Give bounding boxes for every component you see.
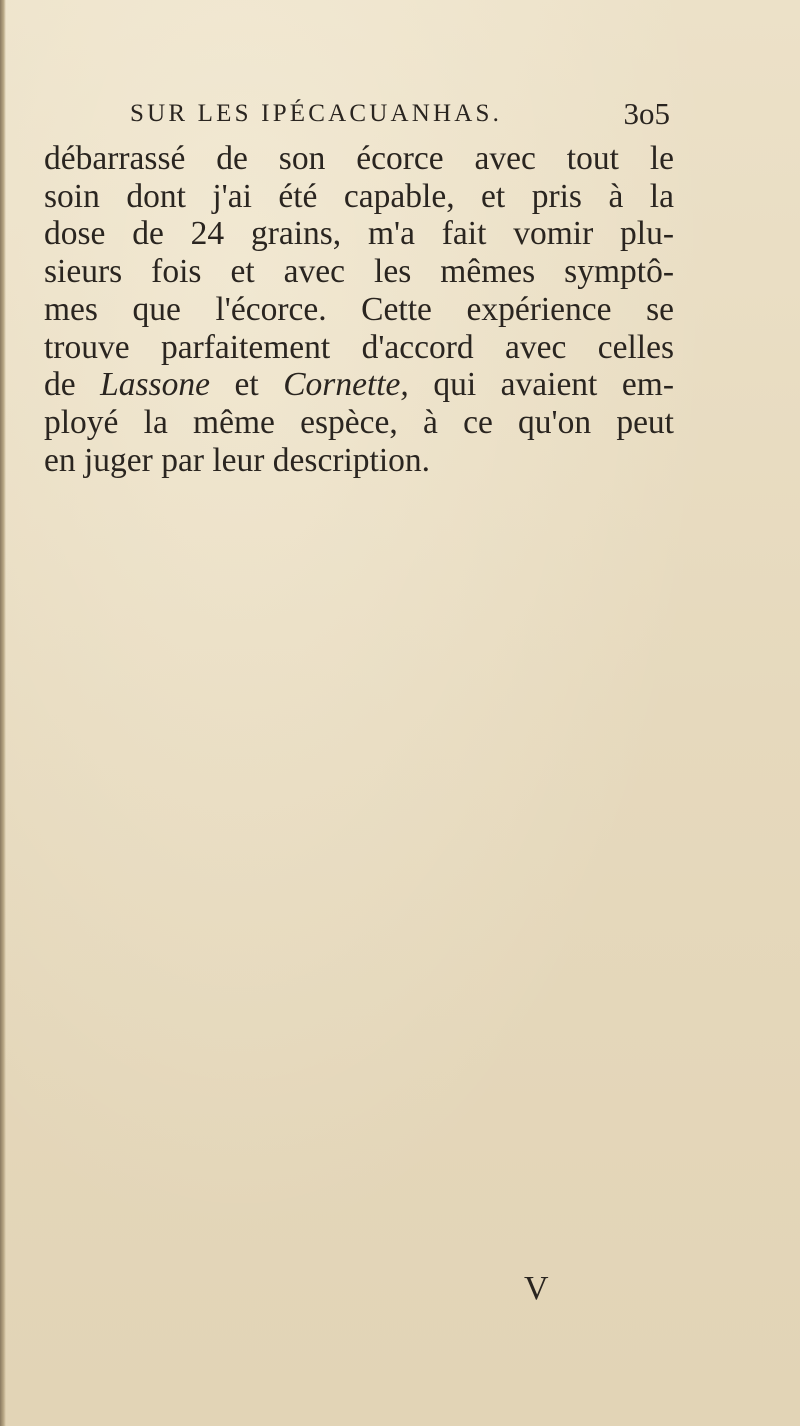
text-line: mes que l'écorce. Cette expérience se: [44, 290, 674, 328]
text-line: débarrassé de son écorce avec tout le: [44, 140, 674, 177]
text-fragment: de: [44, 366, 101, 404]
text-line: soin dont j'ai été capable, et pris à la: [44, 177, 674, 215]
text-line: dose de 24 grains, m'a fait vomir plu-: [44, 215, 674, 253]
body-paragraph: [44, 140, 674, 479]
text-line: en juger par leur description.: [44, 441, 431, 479]
text-line: trouve parfaitement d'accord avec celles: [44, 328, 674, 366]
text-fragment: et: [209, 366, 284, 404]
page-binding-edge: [0, 0, 6, 1426]
running-title: SUR LES IPÉCACUANHAS.: [130, 100, 503, 127]
author-name-lassone: Lassone: [100, 366, 210, 404]
page-number: 3o5: [623, 96, 670, 131]
author-name-cornette: Cornette,: [283, 366, 409, 404]
text-line: ployé la même espèce, à ce qu'on peut: [44, 403, 674, 441]
text-line: [44, 366, 674, 404]
text-line: sieurs fois et avec les mêmes symptô-: [44, 253, 674, 291]
show-through-texture: [40, 480, 660, 1140]
text-fragment: qui avaient em-: [408, 366, 674, 404]
signature-mark: V: [524, 1270, 549, 1307]
running-head: [130, 96, 670, 136]
